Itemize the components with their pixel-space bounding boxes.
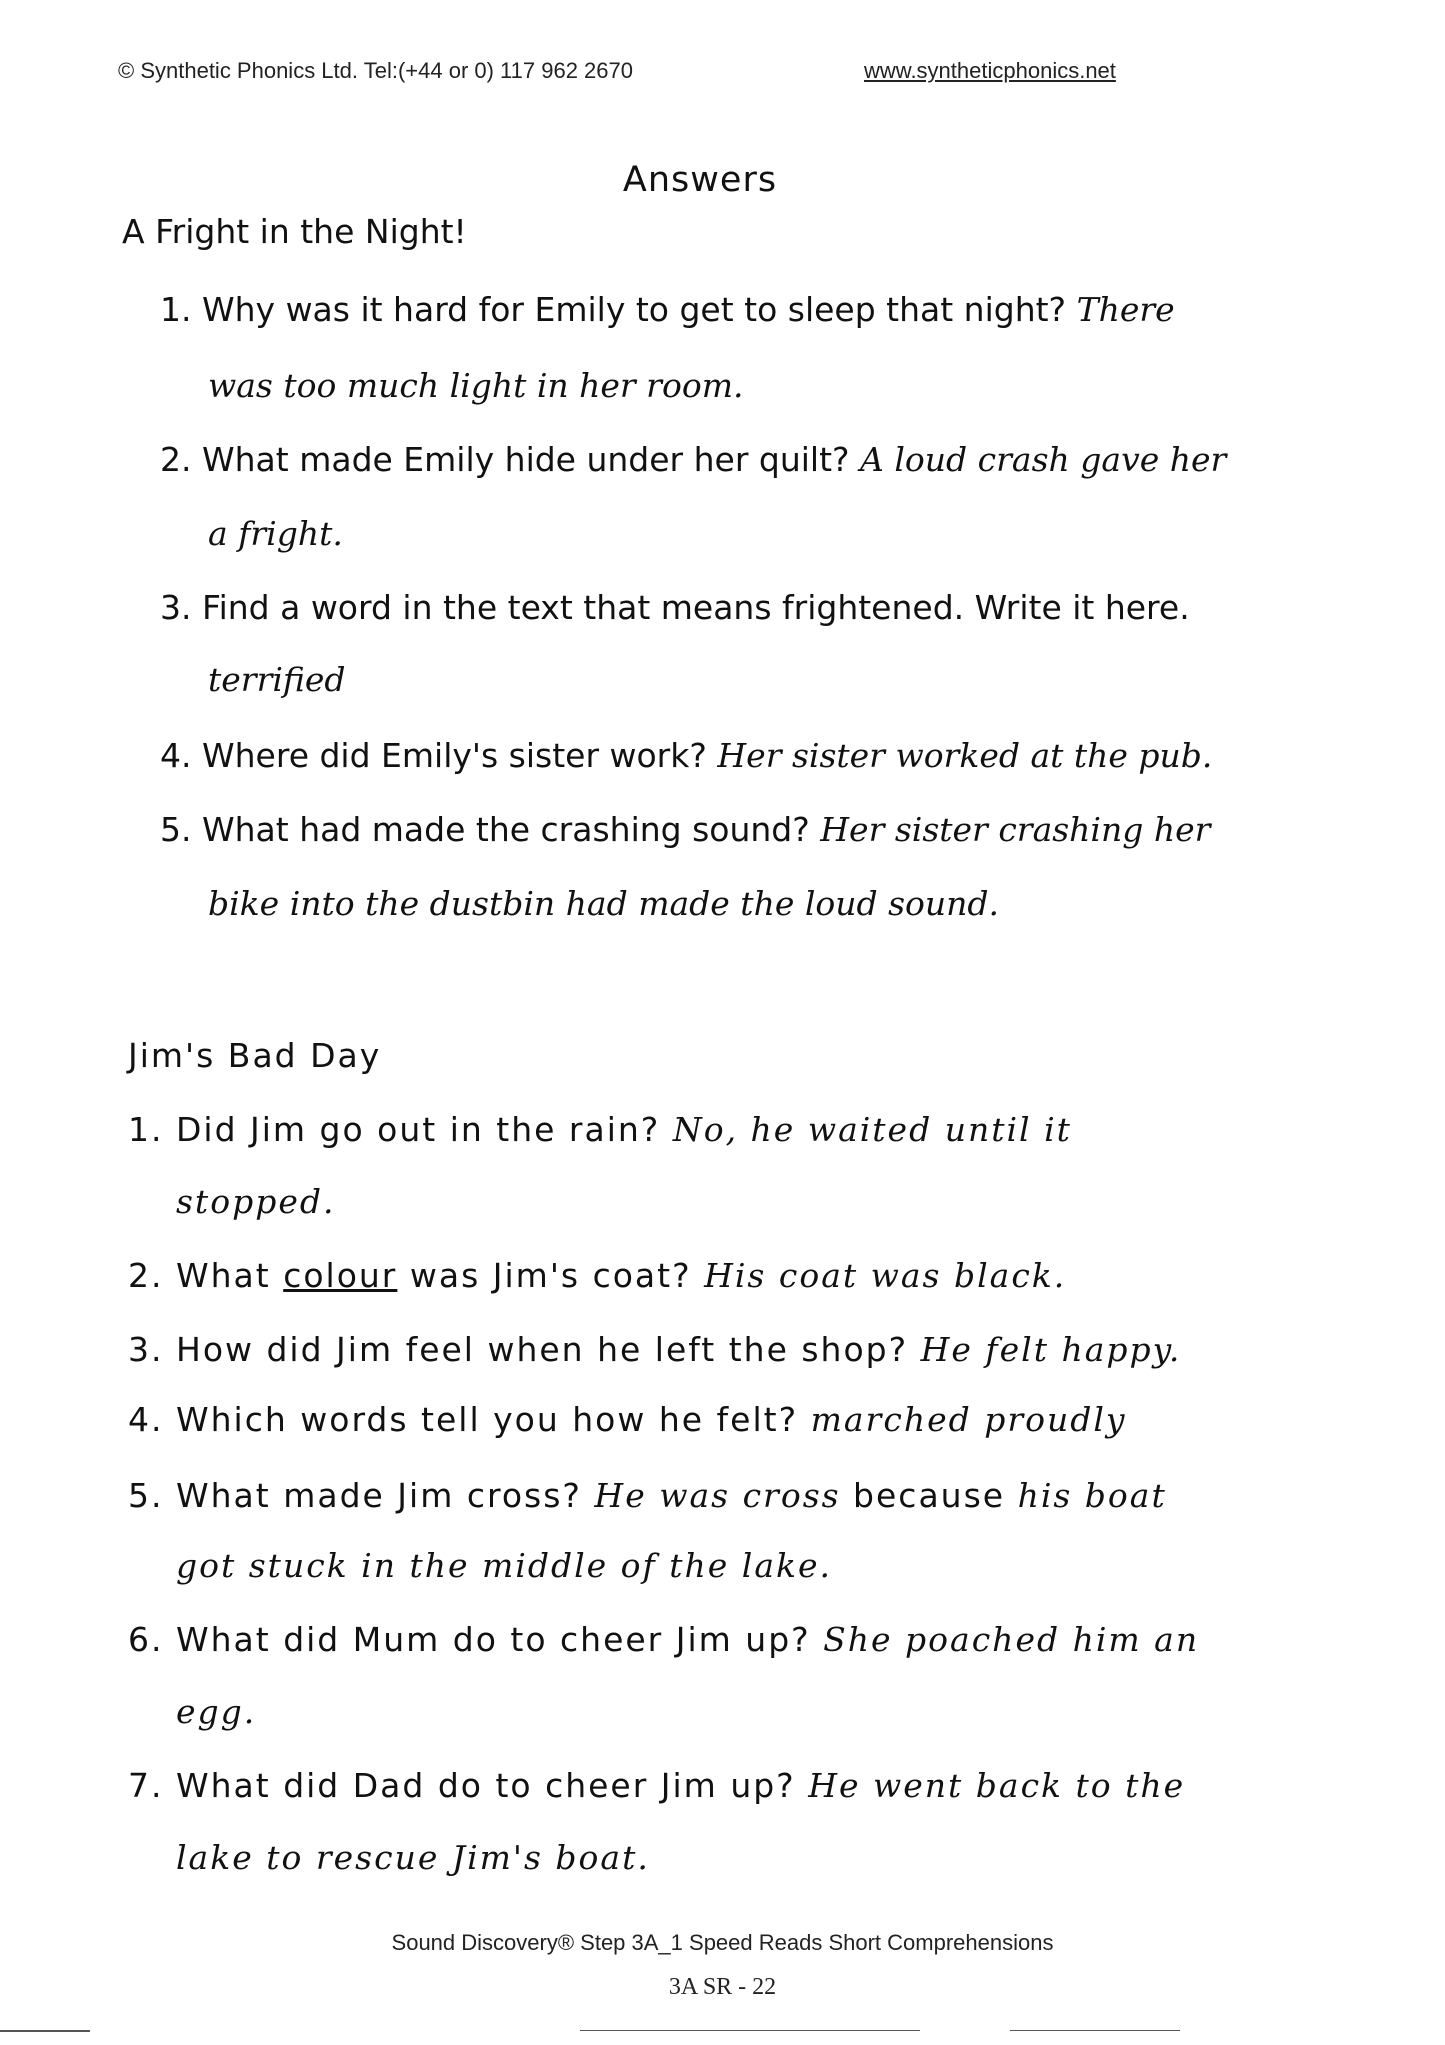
answer-5-jim-cont: got stuck in the middle of the lake. (176, 1546, 833, 1585)
question-2-fright: 2. What made Emily hide under her quilt? A loud crash gave her (160, 440, 1227, 479)
answer-7-jim-cont: lake to rescue Jim's boat. (176, 1838, 650, 1877)
answer-3-fright: terrified (208, 660, 346, 699)
answer-2-fright-cont: a fright. (208, 514, 343, 553)
section-heading-jim: Jim's Bad Day (128, 1036, 382, 1075)
question-1-fright: 1. Why was it hard for Emily to get to sleep that night? There (160, 290, 1175, 329)
answer-text: his boat (1017, 1476, 1167, 1515)
page-title: Answers (622, 160, 778, 200)
answer-text: A loud crash gave her (860, 440, 1227, 479)
answer-text: Her sister crashing her (820, 810, 1211, 849)
footer-title: Sound Discovery® Step 3A_1 Speed Reads Short Comprehensions (391, 1930, 1054, 1955)
question-4-fright: 4. Where did Emily's sister work? Her sister worked at the pub. (160, 736, 1213, 775)
question-3-fright: 3. Find a word in the text that means frightened. Write it here. (160, 588, 1190, 627)
section-heading-fright: A Fright in the Night! (122, 212, 467, 251)
question-4-jim: 4. Which words tell you how he felt? marched proudly (128, 1400, 1127, 1439)
question-1-jim: 1. Did Jim go out in the rain? No, he waited until it (128, 1110, 1072, 1149)
answer-text: He was cross (594, 1476, 841, 1515)
question-2-jim: 2. What colour was Jim's coat? His coat was black. (128, 1256, 1067, 1295)
question-5-fright: 5. What had made the crashing sound? Her sister crashing her (160, 810, 1211, 849)
underlined-word: colour (283, 1256, 398, 1295)
answer-text: marched proudly (810, 1400, 1127, 1439)
answer-text: No, he waited until it (672, 1110, 1072, 1149)
scan-artifact-line (1010, 2030, 1180, 2031)
answer-1-fright-cont: was too much light in her room. (208, 366, 744, 405)
copyright-text: © Synthetic Phonics Ltd. Tel:(+44 or 0) 117 962 2670 (118, 58, 634, 83)
page-header (118, 58, 1152, 98)
answer-text: She poached him an (823, 1620, 1200, 1659)
page-number: 3A SR - 22 (668, 1974, 777, 2000)
answer-5-fright-cont: bike into the dustbin had made the loud sound. (208, 884, 1000, 923)
answer-text: There (1076, 290, 1175, 329)
answer-text: He went back to the (808, 1766, 1186, 1805)
answer-1-jim-cont: stopped. (176, 1182, 336, 1221)
question-5-jim: 5. What made Jim cross? He was cross because his boat (128, 1476, 1167, 1515)
question-3-jim: 3. How did Jim feel when he left the shop? He felt happy. (128, 1330, 1182, 1369)
answer-text: Her sister worked at the pub. (717, 736, 1213, 775)
question-6-jim: 6. What did Mum do to cheer Jim up? She poached him an (128, 1620, 1200, 1659)
answer-text: His coat was black. (704, 1256, 1067, 1295)
answer-6-jim-cont: egg. (176, 1692, 257, 1731)
website-link[interactable]: www.syntheticphonics.net (864, 58, 1116, 83)
scan-artifact-line (580, 2030, 920, 2031)
answer-text: He felt happy. (920, 1330, 1182, 1369)
scan-artifact-line (0, 2030, 90, 2032)
question-7-jim: 7. What did Dad do to cheer Jim up? He went back to the (128, 1766, 1186, 1805)
